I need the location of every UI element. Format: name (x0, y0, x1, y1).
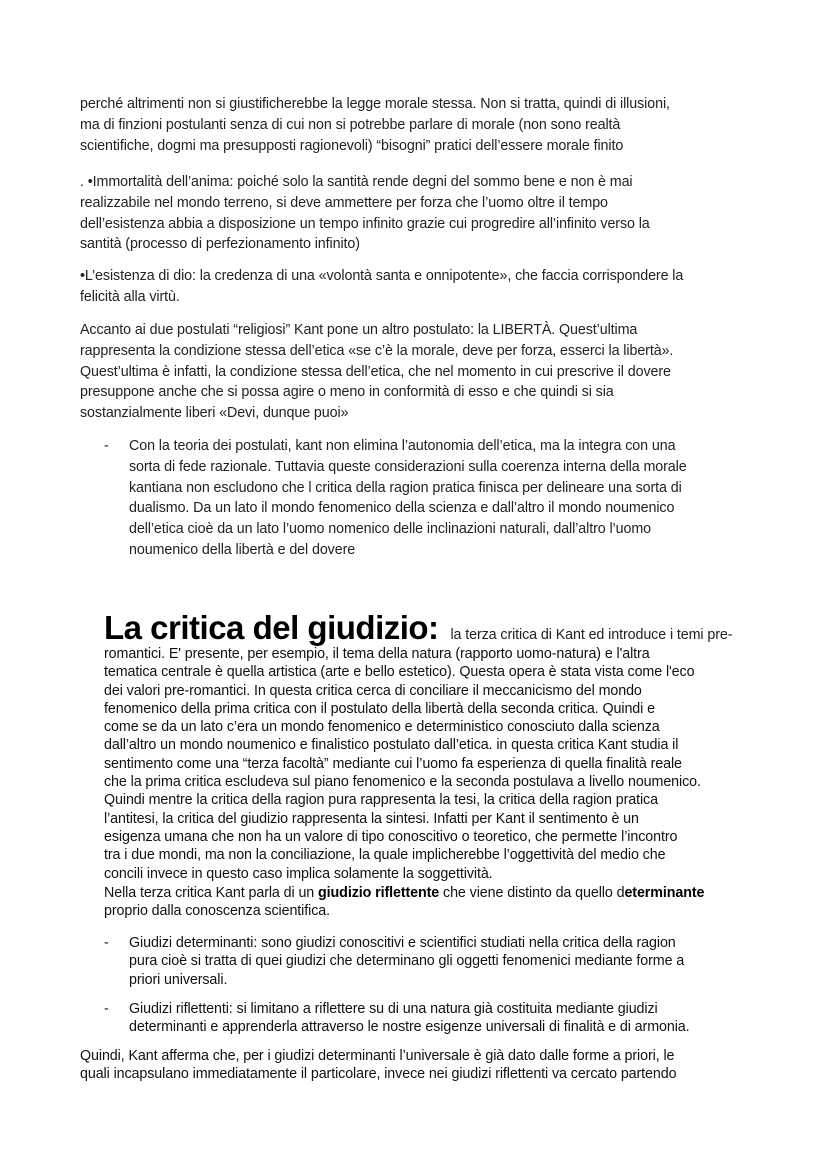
bold-term-riflettente: giudizio riflettente (318, 885, 440, 901)
list-item-postulates-theory: Con la teoria dei postulati, kant non elimina l’autonomia dell’etica, ma la integra con una sorta di fede razionale. Tuttavia queste considerazioni sulla coerenza interna della morale kantiana non escludono che l critica della ragion pratica finisca per delineare una sorta di dualismo. Da un lato il mondo fenomenico della scienza e dall’altro il mondo noumenico dell’etica cioè da un lato l’uomo nomenico delle inclinazioni naturali, dall’altro l’uomo noumenico della libertà e del dovere (129, 438, 687, 558)
list-marker: - (104, 1001, 109, 1017)
list-item-determinant-judgements: Giudizi determinanti: sono giudizi conoscitivi e scientifici studiati nella critica della ragion pura cioè si tratta di quei giudizi che determinano gli oggetti fenomenici mediante forme a priori universali. (129, 935, 685, 988)
list-marker: - (104, 935, 109, 951)
bold-term-determinante: eterminante (624, 885, 705, 901)
paragraph-postulates-end: perché altrimenti non si giustificherebbe la legge morale stessa. Non si tratta, quindi di illusioni, ma di finzioni postulanti senza di cui non si potrebbe parlare di morale (non sono realtà scientifiche, dogmi ma presupposti ragionevoli) “bisogni” pratici dell’essere morale finito (80, 96, 670, 154)
paragraph-existence-of-god: •L’esistenza di dio: la credenza di una «volontà santa e onnipotente», che faccia corrispondere la felicità alla virtù. (80, 268, 684, 305)
section-body: romantici. E' presente, per esempio, il tema della natura (rapporto uomo-natura) e l'altra tematica centrale è quella artistica (arte e bello estetico). Questa opera è stata vista come l'eco dei valori pre-romantici. In questa critica cerca di conciliare il meccanicismo del mondo fenomenico della prima critica con il postulato della libertà della seconda critica. Quindi e come se da un lato c’era un mondo fenomenico e deterministico conosciuto dalla scienza dall’altro un mondo noumenico e finalistico postulato dall’etica. in questa critica Kant studia il sentimento come una “terza facoltà” mediante cui l’uomo fa esperienza di quella finalità reale che la prima critica escludeva sul piano fenomenico e la seconda postulava a livello noumenico. Quindi mentre la critica della ragion pura rappresenta la tesi, la critica della ragion pratica l’antitesi, la critica del giudizio rappresenta la sintesi. Infatti per Kant il sentimento è un esigenza umana che non ha un valore di tipo conoscitivo o teoretico, che permette l’incontro tra i due mondi, ma non la conciliazione, la quale implicherebbe l’oggettività del medio che concili invece in questo caso implica solamente la soggettività. (104, 646, 701, 882)
paragraph-reflective-judgement: Nella terza critica Kant parla di un giudizio riflettente che viene distinto da quello determinante proprio dalla conoscenza scientifica. (104, 885, 705, 920)
paragraph-immortality: . •Immortalità dell’anima: poiché solo la santità rende degni del sommo bene e non è mai realizzabile nel mondo terreno, si deve ammettere per forza che l’uomo oltre il tempo dell’esistenza abbia a disposizione un tempo infinito grazie cui progredire all’infinito verso la santità (processo di perfezionamento infinito) (80, 174, 650, 253)
list-item-reflective-judgements: Giudizi riflettenti: si limitano a riflettere su di una natura già costituita mediante giudizi determinanti e apprenderla attraverso le nostre esigenze universali di finalità e di armonia. (129, 1001, 690, 1036)
list-marker: - (104, 438, 109, 454)
section-heading: La critica del giudizio: (104, 609, 439, 646)
paragraph-freedom: Accanto ai due postulati “religiosi” Kant pone un altro postulato: la LIBERTÀ. Quest’ultima rappresenta la condizione stessa dell’etica «se c’è la morale, deve per forza, esserci la libertà». Quest’ultima è infatti, la condizione stessa dell’etica, che nel momento in cui prescrive il dovere presuppone anche che si possa agire o meno in conformità di esso e che quindi si sia sostanzialmente liberi «Devi, dunque puoi» (80, 322, 674, 422)
section-intro-text: la terza critica di Kant ed introduce i temi pre- (450, 627, 733, 643)
paragraph-conclusion: Quindi, Kant afferma che, per i giudizi determinanti l’universale è già dato dalle forme a priori, le quali incapsulano immediatamente il particolare, invece nei giudizi riflettenti va cercato partendo (80, 1048, 677, 1083)
